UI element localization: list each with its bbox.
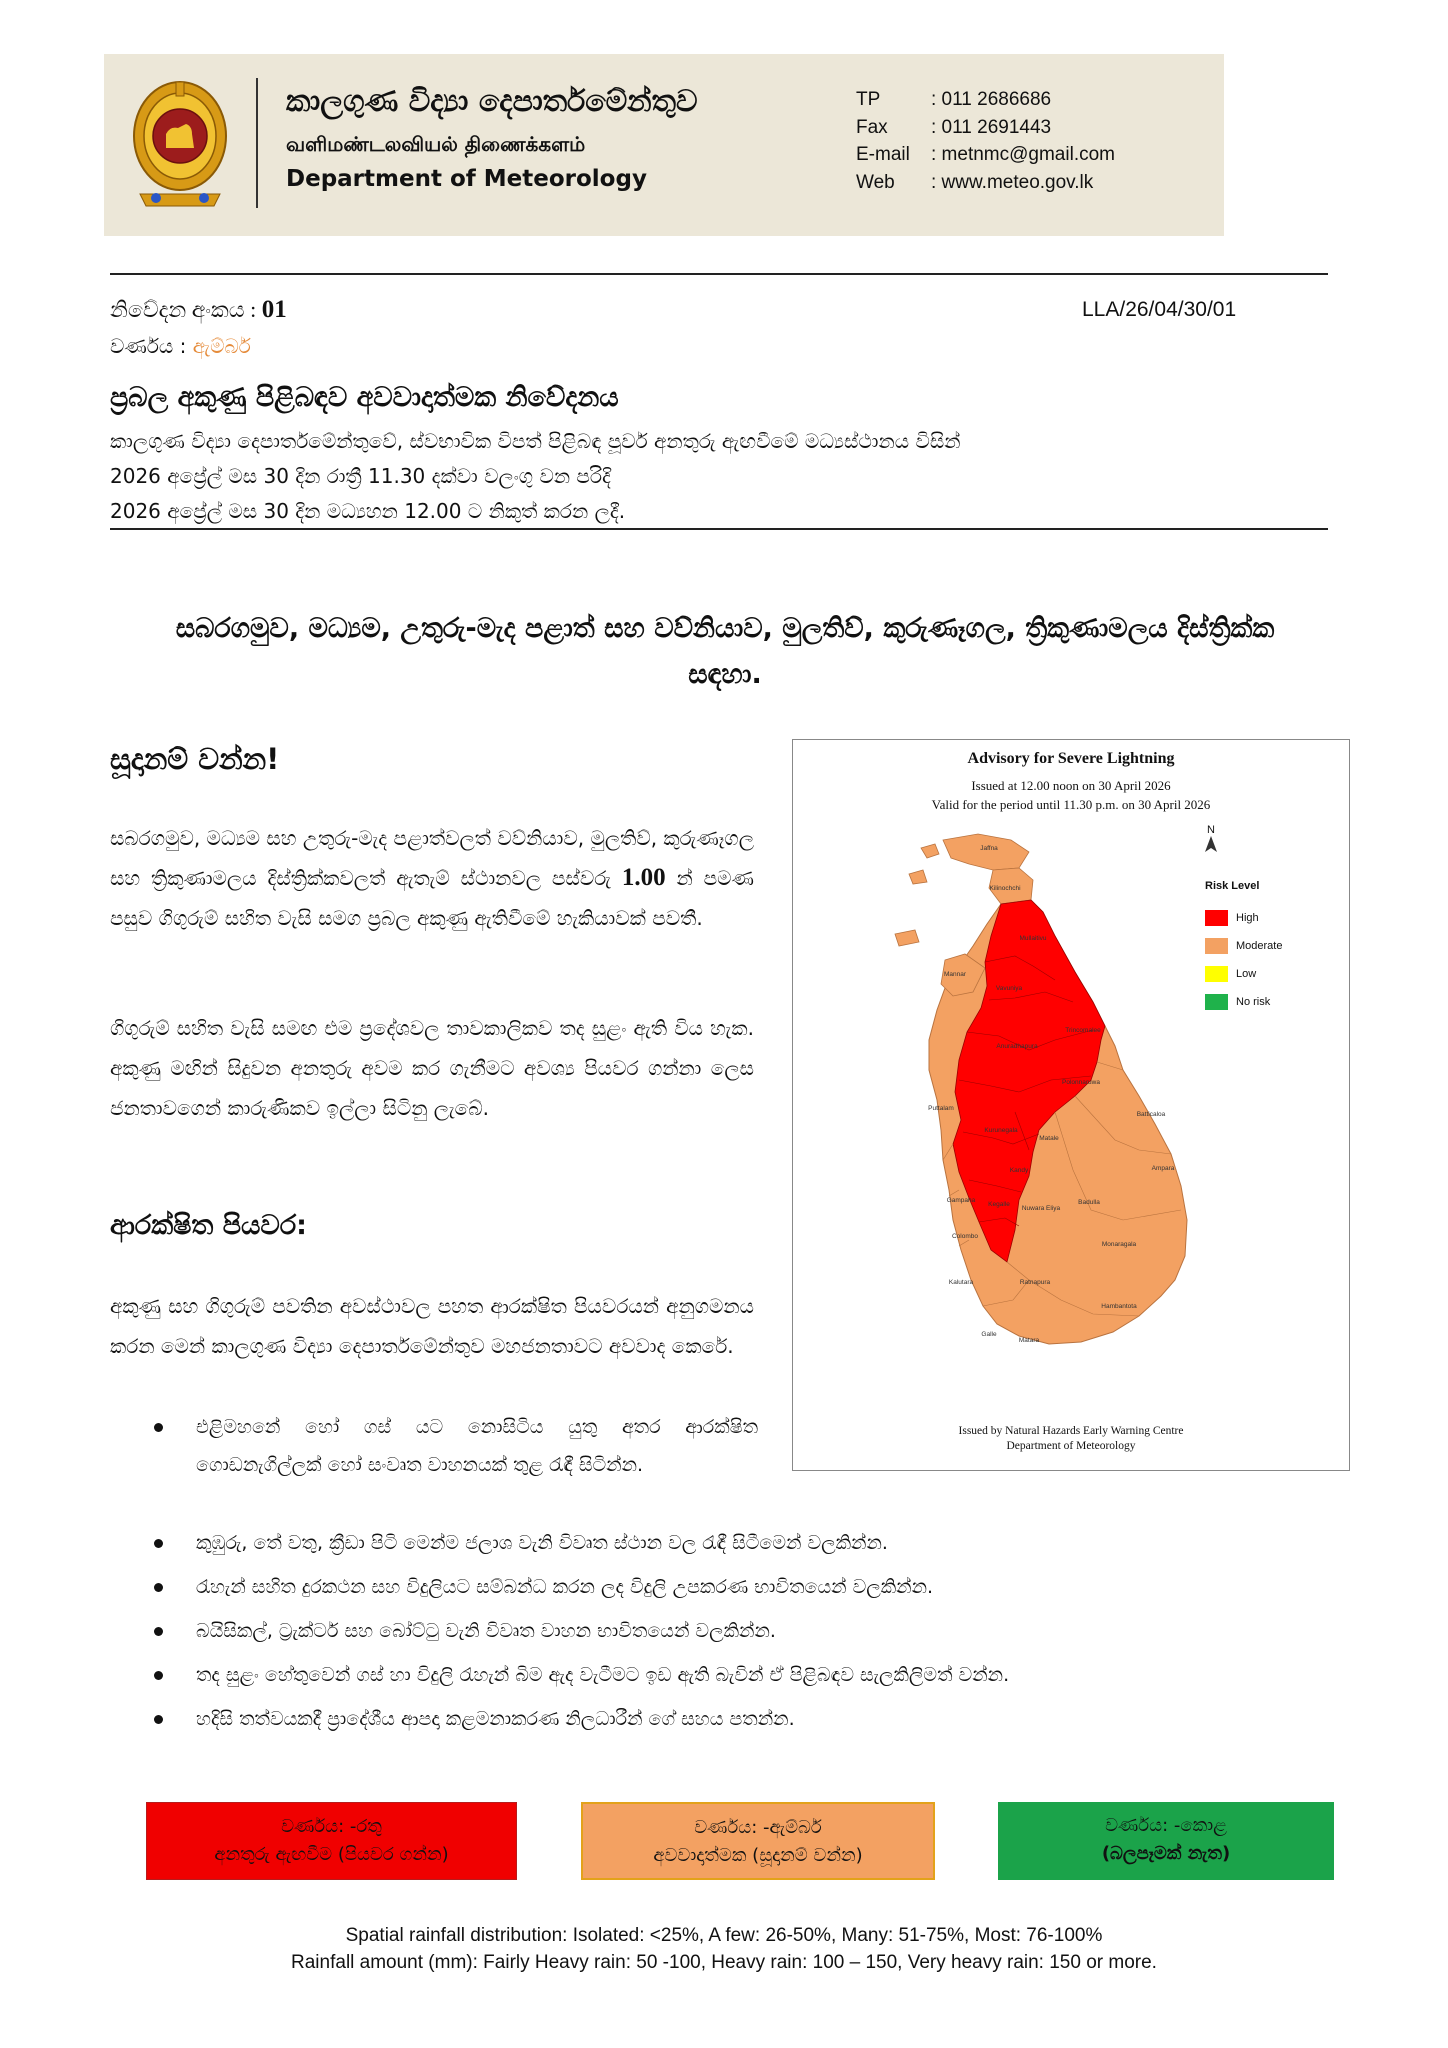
district-label: Vavuniya: [995, 985, 1023, 992]
district-label: Hambantota: [1101, 1303, 1137, 1310]
island-shape: [921, 844, 939, 858]
legend-item-moderate: Moderate: [1205, 932, 1282, 960]
bullet-icon: [154, 1423, 163, 1432]
bullet-icon: [154, 1715, 163, 1724]
district-label: Matale: [1039, 1135, 1059, 1142]
sri-lanka-map: [793, 740, 1349, 1470]
north-arrow-icon: N: [1205, 824, 1217, 855]
legend-item-no-risk: No risk: [1205, 988, 1282, 1016]
district-label: Puttalam: [928, 1105, 954, 1112]
district-label: Galle: [981, 1331, 997, 1338]
letterhead: [104, 54, 1224, 236]
map-title: Advisory for Severe Lightning: [967, 750, 1175, 767]
district-label: Ampara: [1151, 1165, 1175, 1172]
bullet-icon: [154, 1627, 163, 1636]
map-legend: [1205, 880, 1282, 1016]
color-code-green: වර්ණය: -කොළ (බලපෑමක් නැත): [998, 1802, 1334, 1880]
legend-item-low: Low: [1205, 960, 1282, 988]
department-name-english: Department of Meteorology: [286, 166, 647, 192]
contact-fax: Fax : 011 2691443: [856, 116, 1052, 138]
contact-tp: TP : 011 2686686: [856, 89, 1052, 110]
lightning-advisory-map: [792, 739, 1350, 1471]
district-label: Anuradhapura: [996, 1043, 1038, 1050]
district-label: Kilinochchi: [989, 885, 1021, 892]
legend-swatch: [1205, 938, 1228, 954]
district-label: Kandy: [1009, 1167, 1029, 1174]
map-subtitle: Issued at 12.00 noon on 30 April 2026 Valid for the period until 11.30 p.m. on 30 April 2026: [931, 778, 1211, 812]
precautions-intro: අකුණු සහ ගිගුරුම් පවතින අවස්ථාවල පහත ආරක්ෂිත පියවරයන් අනුගමනය කරන මෙන් කාලගුණ විද්‍යා දෙපාර්තමේන්තුව මහජනතාවට අවවාද කෙරේ.: [110, 1294, 754, 1358]
bullet-icon: [154, 1539, 163, 1548]
district-label: Mullaitivu: [1019, 935, 1047, 942]
district-label: Ratnapura: [1019, 1279, 1051, 1286]
issue-details: කාලගුණ විද්‍යා දෙපාර්තමේන්තුවේ, ස්වභාවික විපත් පිළිබඳ පූර්ව අනතුරු ඇඟවීමේ මධ්‍යස්ථානය විසින් 2026 අප්‍රේල් මස 30 දින රාත්‍රී 11.30 දක්වා වලංගු වන පරිදි 2026 අප්‍රේල් මස 30 දින මධ්‍යහන 12.00 ට නිකුත් කරන ලදී.: [110, 429, 961, 523]
contact-web[interactable]: Web : www.meteo.gov.lk: [856, 171, 1094, 193]
map-footer: Issued by Natural Hazards Early Warning Centre Department of Meteorology: [958, 1425, 1184, 1452]
notice-number: නිවේදන අංකය : 01: [110, 296, 287, 323]
district-label: Polonnaruwa: [1062, 1079, 1100, 1086]
bullet-icon: [154, 1583, 163, 1592]
top-rule: [110, 273, 1328, 275]
district-label: Gampaha: [946, 1197, 976, 1204]
contact-email[interactable]: E-mail : metnmc@gmail.com: [856, 144, 1115, 165]
district-label: Kegalle: [988, 1201, 1010, 1208]
color-code-red: වර්ණය: -රතු අනතුරු ඇඟවීම (පියවර ගන්න): [146, 1802, 517, 1880]
legend-item-high: High: [1205, 904, 1282, 932]
district-label: Trincomalee: [1065, 1027, 1101, 1034]
precautions-heading: ආරක්ෂිත පියවර:: [110, 1210, 307, 1241]
department-name-tamil: வளிமண்டலவியல் திணைக்களம்: [286, 132, 586, 156]
header-bottom-rule: [110, 528, 1328, 530]
district-label: Mannar: [943, 971, 967, 978]
district-label: Jaffna: [980, 845, 998, 852]
warning-paragraph-2: ගිගුරුම් සහිත වැසි සමඟ එම ප්‍රදේශවල තාවකාලිකව තද සුළං ඇති විය හැක. අකුණු මඟින් සිදුවන අනතුරු අවම කර ගැනීමට අවශ්‍ය පියවර ගන්නා ලෙස ජනතාවගෙන් කාරුණිකව ඉල්ලා සිටිනු ලැබේ.: [110, 1016, 754, 1120]
contact-block: [856, 86, 1115, 196]
jaffna-region: [943, 834, 1029, 870]
department-name-sinhala: කාලගුණ විද්‍යා දෙපාර්තමේන්තුව: [286, 84, 698, 119]
district-label: Matara: [1018, 1337, 1040, 1344]
bullet-icon: [154, 1671, 163, 1680]
notice-reference: LLA/26/04/30/01: [1082, 298, 1237, 321]
district-label: Badulla: [1078, 1199, 1100, 1206]
color-code-amber: වර්ණය: -ඇම්බර් අවවාදාත්මක (සූදානම් වන්න): [581, 1802, 935, 1880]
letterhead-divider: [256, 78, 258, 208]
legend-swatch: [1205, 994, 1228, 1010]
rainfall-footer: Spatial rainfall distribution: Isolated: <25%, A few: 26-50%, Many: 51-75%, Most: 76-100% Rainfall amount (mm): Fairly Heavy rain: 50 -100, Heavy rain: 100 – 150, Very heavy rain: 150 or more.: [291, 1925, 1157, 1973]
be-prepared-heading: සූදානම් වන්න!: [110, 742, 280, 776]
legend-swatch: [1205, 910, 1228, 926]
legend-title: Risk Level: [1205, 880, 1260, 892]
district-label: Monaragala: [1101, 1241, 1137, 1248]
warning-paragraph-1: සබරගමුව, මධ්‍යම සහ උතුරු-මැද පළාත්වලත් වව්නියාව, මුලතිව්, කුරුණෑගල සහ ත්‍රිකුණාමලය දිස්ත්‍රික්කවලත් ඇතැම් ස්ථානවල පස්වරු 1.00 න් පමණ පසුව ගිගුරුම් සහිත වැසි සමග ප්‍රබල අකුණු ඇතිවීමේ හැකියාවක් පවතී.: [110, 826, 754, 930]
districts-heading: සබරගමුව, මධ්‍යම, උතුරු-මැද පළාත් සහ වව්නියාව, මුලතිව්, කුරුණෑගල, ත්‍රිකුණාමලය දිස්ත්‍රික්ක සඳහා.: [175, 613, 1275, 690]
north-arrow-shape: [1205, 836, 1217, 852]
island-shape: [895, 930, 919, 946]
district-label: Nuwara Eliya: [1021, 1205, 1061, 1212]
district-label: Kurunegala: [984, 1127, 1018, 1134]
sri-lanka-emblem-icon: [130, 76, 230, 212]
district-label: Colombo: [951, 1233, 979, 1240]
notice-title: ප්‍රබල අකුණු පිළිබඳව අවවාදාත්මක නිවේදනය: [110, 382, 619, 413]
district-label: Kalutara: [948, 1279, 974, 1286]
legend-swatch: [1205, 966, 1228, 982]
island-shape: [909, 870, 927, 884]
district-label: Batticaloa: [1136, 1111, 1166, 1118]
notice-color: වර්ණය : ඇම්බර්: [110, 334, 251, 358]
